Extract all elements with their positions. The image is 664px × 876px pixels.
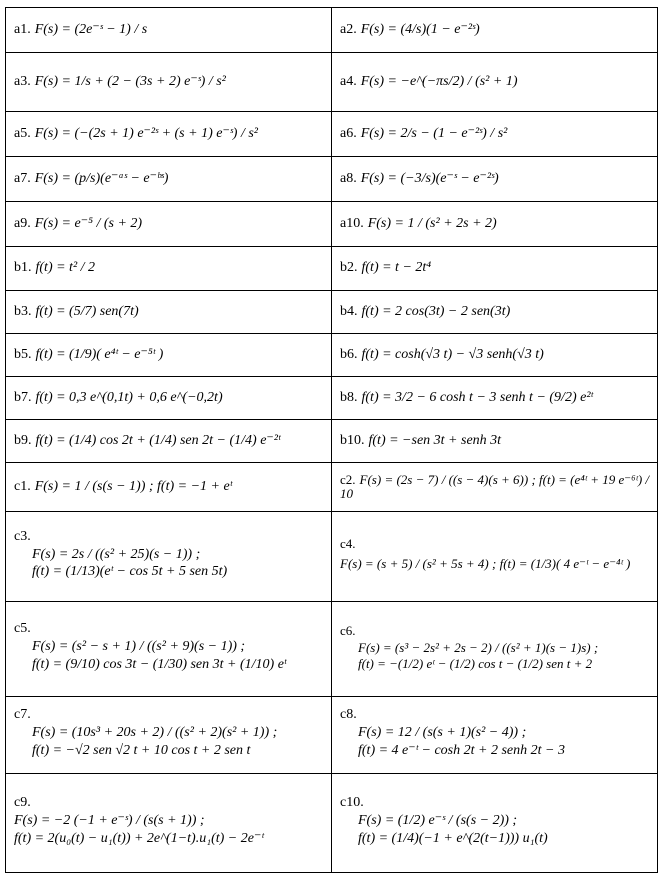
- formula: f(t) = 0,3 e^(0,1t) + 0,6 e^(−0,2t): [35, 389, 223, 405]
- exercise-label: a7.: [14, 170, 31, 186]
- exercise-label: a3.: [14, 73, 31, 89]
- cell-b5: [6, 334, 332, 377]
- cell-a4: [332, 53, 658, 112]
- exercise-label: a5.: [14, 125, 31, 141]
- cell-b10: [332, 420, 658, 463]
- table-row: [6, 202, 658, 247]
- formula-transform: F(s) = 2s / ((s² + 25)(s − 1)) ;: [32, 546, 201, 562]
- exercise-label: b9.: [14, 432, 32, 448]
- exercise-label: c10.: [340, 795, 364, 811]
- formula: F(s) = e⁻⁵ / (s + 2): [34, 215, 143, 231]
- formula: F(s) = (p/s)(e⁻ᵃˢ − e⁻ᵇˢ): [34, 170, 169, 186]
- formula: f(t) = −sen 3t + senh 3t: [368, 432, 502, 448]
- formula-inverse: f(t) = 4 e⁻ᵗ − cosh 2t + 2 senh 2t − 3: [358, 742, 565, 758]
- exercise-label: b3.: [14, 303, 32, 319]
- formula-transform: F(s) = (1/2) e⁻ˢ / (s(s − 2)) ;: [358, 813, 518, 829]
- table-row: [6, 157, 658, 202]
- table-row: [6, 112, 658, 157]
- exercise-label: c2.: [340, 472, 356, 488]
- formula-inverse: f(t) = (9/10) cos 3t − (1/30) sen 3t + (1/10) eᵗ: [32, 656, 287, 672]
- table-row: [6, 420, 658, 463]
- formula-transform: F(s) = (10s³ + 20s + 2) / ((s² + 2)(s² + 1)) ;: [32, 725, 278, 741]
- exercise-label: a4.: [340, 73, 357, 89]
- cell-c3: [6, 512, 332, 602]
- exercise-label: b5.: [14, 346, 32, 362]
- exercise-label: b7.: [14, 389, 32, 405]
- exercise-label: c6.: [340, 623, 356, 639]
- table-row: [6, 53, 658, 112]
- cell-b8: [332, 377, 658, 420]
- cell-c1: [6, 463, 332, 512]
- formula-inverse: f(t) = −(1/2) eᵗ − (1/2) cos t − (1/2) sen t + 2: [358, 656, 593, 672]
- exercise-label: b8.: [340, 389, 358, 405]
- formula: f(t) = (5/7) sen(7t): [35, 303, 139, 319]
- cell-c9: [6, 774, 332, 873]
- exercise-label: c3.: [14, 528, 31, 544]
- formula: f(t) = 3/2 − 6 cosh t − 3 senh t − (9/2) e²ᵗ: [361, 389, 593, 405]
- exercise-label: a2.: [340, 21, 357, 37]
- cell-b3: [6, 291, 332, 334]
- cell-c10: [332, 774, 658, 873]
- formula-transform: F(s) = (s² − s + 1) / ((s² + 9)(s − 1)) ;: [32, 639, 246, 655]
- cell-b1: [6, 247, 332, 291]
- formula: f(t) = cosh(√3 t) − √3 senh(√3 t): [361, 346, 544, 362]
- formula-transform: F(s) = −2 (−1 + e⁻ˢ) / (s(s + 1)) ;: [14, 813, 205, 829]
- formula-inverse: f(t) = −√2 sen √2 t + 10 cos t + 2 sen t: [32, 742, 251, 758]
- cell-c6: [332, 602, 658, 697]
- cell-a5: [6, 112, 332, 157]
- exercise-label: a8.: [340, 170, 357, 186]
- table-row: [6, 512, 658, 602]
- formula-inverse: f(t) = 2(u₀(t) − u₁(t)) + 2e^(1−t).u₁(t) − 2e⁻ᵗ: [14, 830, 264, 846]
- table-row: [6, 602, 658, 697]
- formula: F(s) = 2/s − (1 − e⁻²ˢ) / s²: [360, 125, 508, 141]
- cell-b7: [6, 377, 332, 420]
- cell-c2: [332, 463, 658, 512]
- formula: f(t) = t − 2t⁴: [361, 260, 432, 276]
- formula: F(s) = (−3/s)(e⁻ˢ − e⁻²ˢ): [360, 170, 499, 186]
- exercise-label: a10.: [340, 215, 364, 231]
- table-row: [6, 8, 658, 53]
- formula: F(s) = (2s − 7) / ((s − 4)(s + 6)) ; f(t) = (e⁴ᵗ + 19 e⁻⁶ᵗ) / 10: [340, 472, 650, 501]
- table-row: [6, 291, 658, 334]
- formula: f(t) = t² / 2: [35, 260, 96, 276]
- exercise-label: c1.: [14, 478, 31, 494]
- exercise-label: c7.: [14, 707, 31, 723]
- table-row: [6, 377, 658, 420]
- exercise-label: c8.: [340, 707, 357, 723]
- cell-c8: [332, 697, 658, 774]
- formula-inverse: f(t) = (1/4)(−1 + e^(2(t−1))) u₁(t): [358, 830, 548, 846]
- cell-a1: [6, 8, 332, 53]
- formula: F(s) = (4/s)(1 − e⁻²ˢ): [360, 21, 480, 37]
- formula-transform: F(s) = 12 / (s(s + 1)(s² − 4)) ;: [358, 725, 527, 741]
- cell-a8: [332, 157, 658, 202]
- exercise-label: a9.: [14, 215, 31, 231]
- exercise-label: c9.: [14, 795, 31, 811]
- table-row: [6, 247, 658, 291]
- formula: F(s) = (−(2s + 1) e⁻²ˢ + (s + 1) e⁻ˢ) / s²: [34, 125, 258, 141]
- formula: F(s) = −e^(−πs/2) / (s² + 1): [360, 73, 518, 89]
- formula: F(s) = (2e⁻ˢ − 1) / s: [34, 21, 148, 37]
- exercise-label: b4.: [340, 303, 358, 319]
- cell-b2: [332, 247, 658, 291]
- formula-transform: F(s) = (s³ − 2s² + 2s − 2) / ((s² + 1)(s − 1)s) ;: [358, 639, 599, 655]
- cell-a10: [332, 202, 658, 247]
- exercise-label: a6.: [340, 125, 357, 141]
- table-row: [6, 463, 658, 512]
- exercise-label: b1.: [14, 260, 32, 276]
- table-row: [6, 334, 658, 377]
- formula: F(s) = 1 / (s² + 2s + 2): [367, 215, 497, 231]
- cell-a9: [6, 202, 332, 247]
- cell-c7: [6, 697, 332, 774]
- exercise-label: b10.: [340, 432, 365, 448]
- table-row: [6, 774, 658, 873]
- exercise-label: b6.: [340, 346, 358, 362]
- cell-a7: [6, 157, 332, 202]
- exercise-label: c5.: [14, 621, 31, 637]
- exercise-table: [5, 7, 658, 873]
- exercise-label: c4.: [340, 535, 356, 551]
- cell-a3: [6, 53, 332, 112]
- cell-c5: [6, 602, 332, 697]
- exercise-label: a1.: [14, 21, 31, 37]
- formula: f(t) = (1/9)( e⁴ᵗ − e⁻⁵ᵗ ): [35, 346, 164, 362]
- cell-b4: [332, 291, 658, 334]
- cell-a2: [332, 8, 658, 53]
- cell-a6: [332, 112, 658, 157]
- formula: f(t) = 2 cos(3t) − 2 sen(3t): [361, 303, 511, 319]
- formula: F(s) = 1/s + (2 − (3s + 2) e⁻ˢ) / s²: [34, 73, 226, 89]
- formula: F(s) = 1 / (s(s − 1)) ; f(t) = −1 + eᵗ: [34, 478, 233, 494]
- cell-b6: [332, 334, 658, 377]
- cell-c4: [332, 512, 658, 602]
- formula: F(s) = (s + 5) / (s² + 5s + 4) ; f(t) = (1/3)( 4 e⁻ᵗ − e⁻⁴ᵗ ): [340, 555, 631, 571]
- exercise-label: b2.: [340, 260, 358, 276]
- table-row: [6, 697, 658, 774]
- cell-b9: [6, 420, 332, 463]
- formula: f(t) = (1/4) cos 2t + (1/4) sen 2t − (1/4) e⁻²ᵗ: [35, 432, 281, 448]
- formula-inverse: f(t) = (1/13)(eᵗ − cos 5t + 5 sen 5t): [32, 564, 228, 580]
